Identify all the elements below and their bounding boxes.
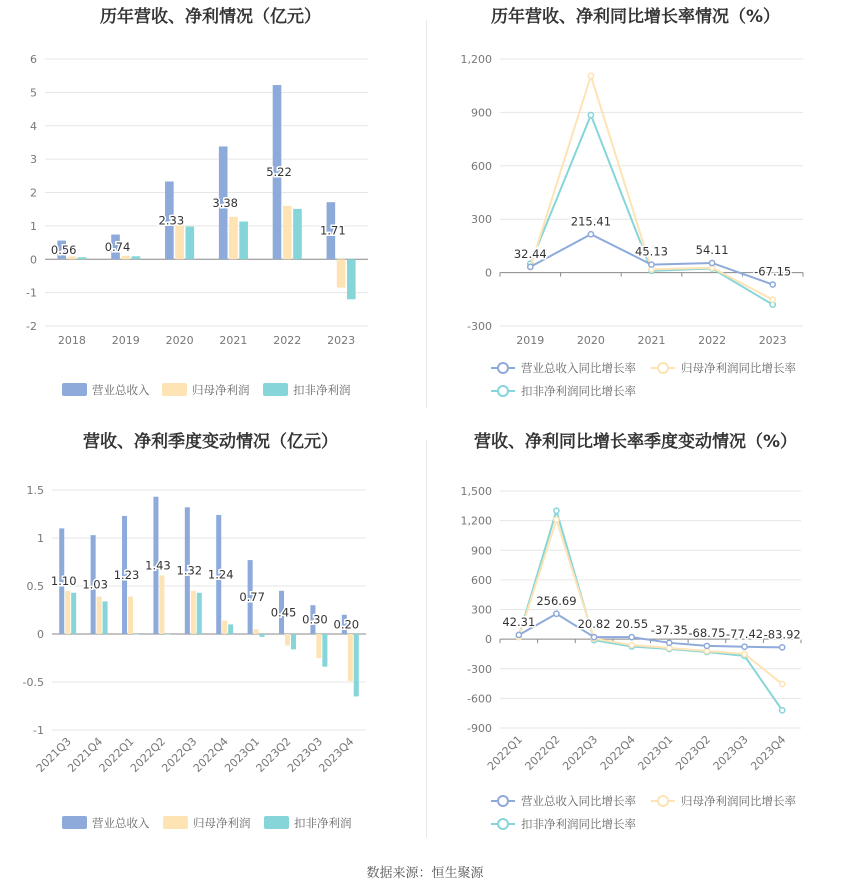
bar-value-label: 1.43 [145, 558, 171, 573]
x-tick-label: 2023Q1 [222, 734, 263, 775]
bar-归母净利润 [283, 206, 292, 259]
bar-归母净利润 [128, 597, 133, 634]
y-tick-label: 3 [30, 153, 37, 167]
vertical-divider-bottom [426, 440, 427, 838]
point-营业总收入同比增长率 [770, 282, 775, 287]
y-tick-label: -2 [26, 320, 37, 333]
legend-label: 扣非净利润 [294, 816, 352, 830]
bar-value-label: 2.33 [158, 213, 185, 228]
y-tick-label: 0 [37, 628, 44, 641]
point-归母净利润同比增长率 [629, 642, 634, 647]
x-tick-label: 2023Q2 [253, 734, 294, 775]
point-归母净利润同比增长率 [770, 297, 775, 302]
x-tick-label: 2022Q1 [96, 734, 137, 775]
point-营业总收入同比增长率 [710, 260, 715, 265]
bar-扣非净利润 [78, 257, 87, 259]
x-tick-label: 2022Q3 [560, 732, 601, 773]
bar-归母净利润 [159, 575, 164, 634]
bar-扣非净利润 [197, 593, 202, 634]
y-tick-label: -0.5 [22, 676, 44, 689]
y-tick-label: 5 [30, 86, 37, 100]
point-营业总收入同比增长率 [516, 632, 521, 637]
y-tick-label: -900 [467, 722, 492, 735]
legend-label: 营业总收入同比增长率 [521, 794, 636, 808]
line-扣非净利润同比增长率 [530, 115, 772, 305]
x-tick-label: 2023Q1 [635, 732, 676, 773]
legend-label: 营业总收入同比增长率 [521, 361, 636, 375]
legend-swatch-point [498, 363, 508, 373]
x-tick-label: 2023Q3 [284, 734, 326, 775]
bar-value-label: 1.24 [207, 567, 234, 582]
point-营业总收入同比增长率 [528, 264, 533, 269]
bar-value-label: 0.20 [333, 617, 360, 632]
bar-value-label: 0.74 [104, 239, 131, 254]
x-tick-label: 2021 [637, 334, 666, 347]
legend-label: 归母净利润同比增长率 [681, 794, 796, 808]
chart-title: 营收、净利季度变动情况（亿元） [83, 432, 338, 452]
point-value-label: 42.31 [502, 614, 536, 629]
legend-label: 归母净利润 [192, 383, 250, 397]
bar-归母净利润 [316, 634, 321, 658]
bar-value-label: 1.71 [320, 223, 346, 238]
bar-归母净利润 [191, 591, 196, 634]
x-tick-label: 2019 [111, 334, 140, 347]
bar-归母净利润 [121, 256, 130, 259]
bar-扣非净利润 [134, 634, 139, 635]
x-tick-label: 2023Q2 [672, 732, 714, 773]
bar-扣非净利润 [293, 209, 302, 259]
point-营业总收入同比增长率 [667, 640, 672, 645]
x-tick-label: 2022Q2 [522, 732, 563, 773]
y-tick-label: 1 [37, 532, 44, 545]
legend-swatch [163, 816, 188, 829]
x-tick-label: 2022Q2 [127, 734, 169, 775]
point-value-label: 215.41 [570, 214, 612, 229]
x-tick-label: 2023Q4 [748, 732, 789, 773]
point-value-label: 20.55 [615, 617, 649, 632]
y-tick-label: -300 [467, 662, 492, 676]
x-tick-label: 2018 [57, 334, 86, 347]
point-value-label: 32.44 [513, 246, 547, 261]
y-tick-label: 0.5 [26, 580, 44, 593]
chart-title: 历年营收、净利同比增长率情况（%） [490, 7, 781, 27]
x-tick-label: 2023 [327, 334, 356, 347]
bar-扣非净利润 [239, 222, 248, 260]
line-营业总收入同比增长率 [530, 234, 772, 284]
bar-扣非净利润 [186, 227, 195, 260]
bar-扣非净利润 [347, 259, 356, 299]
y-tick-label: 1 [30, 219, 37, 233]
legend-swatch-point [658, 363, 668, 373]
legend-label: 营业总收入 [92, 383, 150, 397]
point-营业总收入同比增长率 [780, 645, 785, 650]
bar-value-label: 5.22 [266, 165, 292, 180]
point-营业总收入同比增长率 [629, 634, 634, 639]
bar-归母净利润 [285, 634, 290, 646]
point-扣非净利润同比增长率 [588, 112, 593, 117]
y-tick-label: 900 [471, 544, 492, 558]
legend-swatch-point [498, 796, 508, 806]
point-归母净利润同比增长率 [554, 517, 559, 522]
bar-value-label: 1.23 [113, 567, 140, 582]
x-tick-label: 2021 [219, 334, 248, 347]
y-tick-label: 1,500 [460, 485, 492, 498]
y-tick-label: -1 [26, 286, 37, 300]
data-source-footer: 数据来源：恒生聚源 [366, 866, 484, 881]
y-tick-label: 6 [30, 53, 37, 66]
bar-归母净利润 [175, 224, 184, 260]
bar-扣非净利润 [354, 634, 359, 696]
x-tick-label: 2020 [165, 334, 194, 347]
x-tick-label: 2019 [516, 334, 545, 347]
bar-扣非净利润 [132, 256, 141, 259]
chart-title: 营收、净利同比增长率季度变动情况（%） [473, 432, 798, 452]
legend-swatch [263, 383, 288, 396]
point-value-label: -67.15 [754, 264, 792, 279]
legend-swatch [62, 383, 87, 396]
bar-归母净利润 [68, 257, 77, 260]
x-tick-label: 2022Q4 [597, 732, 638, 773]
point-扣非净利润同比增长率 [780, 708, 785, 713]
point-营业总收入同比增长率 [704, 643, 709, 648]
y-tick-label: -600 [467, 692, 492, 706]
point-value-label: -77.42 [726, 626, 764, 641]
bar-value-label: 0.56 [50, 242, 77, 257]
quarterly-growth-chart [425, 425, 850, 855]
y-tick-label: 1,200 [460, 514, 492, 528]
vertical-divider [426, 20, 427, 408]
y-tick-label: 0 [485, 266, 492, 280]
x-tick-label: 2022Q4 [190, 734, 231, 775]
bar-扣非净利润 [71, 593, 76, 634]
y-tick-label: 0 [485, 633, 492, 647]
x-tick-label: 2022Q3 [159, 734, 200, 775]
legend-label: 营业总收入 [92, 816, 150, 830]
y-tick-label: 300 [471, 213, 492, 227]
bar-value-label: 0.45 [270, 605, 297, 620]
bar-value-label: 1.10 [50, 574, 77, 589]
y-tick-label: 0 [30, 253, 37, 267]
bar-value-label: 0.30 [302, 612, 328, 627]
bar-value-label: 1.32 [176, 563, 203, 578]
y-tick-label: 300 [471, 603, 492, 617]
bar-归母净利润 [222, 621, 227, 634]
bar-扣非净利润 [322, 634, 327, 667]
legend-label: 归母净利润同比增长率 [681, 361, 796, 375]
bar-扣非净利润 [228, 624, 233, 634]
point-value-label: 54.11 [695, 242, 729, 257]
bar-value-label: 1.03 [82, 577, 108, 592]
x-tick-label: 2021Q4 [65, 734, 106, 775]
point-扣非净利润同比增长率 [554, 508, 559, 513]
legend-swatch [162, 383, 187, 396]
y-tick-label: 600 [471, 159, 492, 173]
bar-归母净利润 [97, 597, 102, 634]
point-营业总收入同比增长率 [554, 611, 559, 616]
legend-label: 扣非净利润同比增长率 [521, 817, 636, 831]
point-value-label: 256.69 [536, 593, 577, 608]
x-tick-label: 2022 [698, 334, 727, 347]
y-tick-label: 900 [471, 106, 492, 120]
legend-swatch-point [498, 386, 508, 396]
quarterly-amount-chart [0, 425, 425, 855]
legend-swatch-point [658, 796, 668, 806]
y-tick-label: 1,200 [460, 53, 492, 66]
legend-label: 扣非净利润同比增长率 [521, 384, 636, 398]
bar-归母净利润 [337, 259, 346, 287]
bar-归母净利润 [229, 217, 238, 259]
y-tick-label: 600 [471, 573, 492, 587]
point-归母净利润同比增长率 [667, 645, 672, 650]
point-value-label: 45.13 [635, 244, 668, 259]
point-营业总收入同比增长率 [742, 644, 747, 649]
point-归母净利润同比增长率 [588, 73, 593, 78]
y-tick-label: 4 [30, 119, 37, 133]
x-tick-label: 2023Q3 [710, 732, 751, 773]
y-tick-label: -300 [467, 320, 492, 333]
legend-swatch-point [498, 819, 508, 829]
point-营业总收入同比增长率 [588, 232, 593, 237]
legend-label: 归母净利润 [193, 816, 251, 830]
y-tick-label: 1.5 [26, 484, 44, 497]
point-归母净利润同比增长率 [742, 651, 747, 656]
bar-归母净利润 [254, 629, 259, 634]
annual-growth-chart [425, 0, 850, 420]
x-tick-label: 2021Q3 [33, 734, 74, 775]
x-tick-label: 2022 [273, 334, 302, 347]
bar-扣非净利润 [260, 634, 265, 637]
line-扣非净利润同比增长率 [519, 511, 782, 710]
bar-归母净利润 [348, 634, 353, 681]
y-tick-label: 2 [30, 186, 37, 200]
point-value-label: -68.75 [688, 625, 726, 640]
x-tick-label: 2023 [758, 334, 787, 347]
legend-label: 扣非净利润 [293, 383, 351, 397]
annual-amount-chart [0, 0, 425, 420]
bar-value-label: 0.77 [239, 590, 265, 605]
x-tick-label: 2023Q4 [316, 734, 357, 775]
bar-扣非净利润 [103, 601, 108, 634]
y-tick-label: -1 [33, 724, 44, 737]
point-value-label: -83.92 [763, 627, 801, 642]
point-value-label: -37.35 [650, 622, 688, 637]
bar-扣非净利润 [291, 634, 296, 649]
bar-扣非净利润 [165, 634, 170, 635]
point-营业总收入同比增长率 [649, 262, 654, 267]
bar-归母净利润 [65, 591, 70, 634]
bar-value-label: 3.38 [212, 195, 238, 210]
point-归母净利润同比增长率 [780, 681, 785, 686]
legend-swatch [62, 816, 87, 829]
point-value-label: 20.82 [577, 617, 611, 632]
point-营业总收入同比增长率 [591, 634, 596, 639]
legend-swatch [264, 816, 289, 829]
x-tick-label: 2020 [576, 334, 605, 347]
chart-title: 历年营收、净利情况（亿元） [100, 7, 321, 27]
x-tick-label: 2022Q1 [484, 732, 525, 773]
